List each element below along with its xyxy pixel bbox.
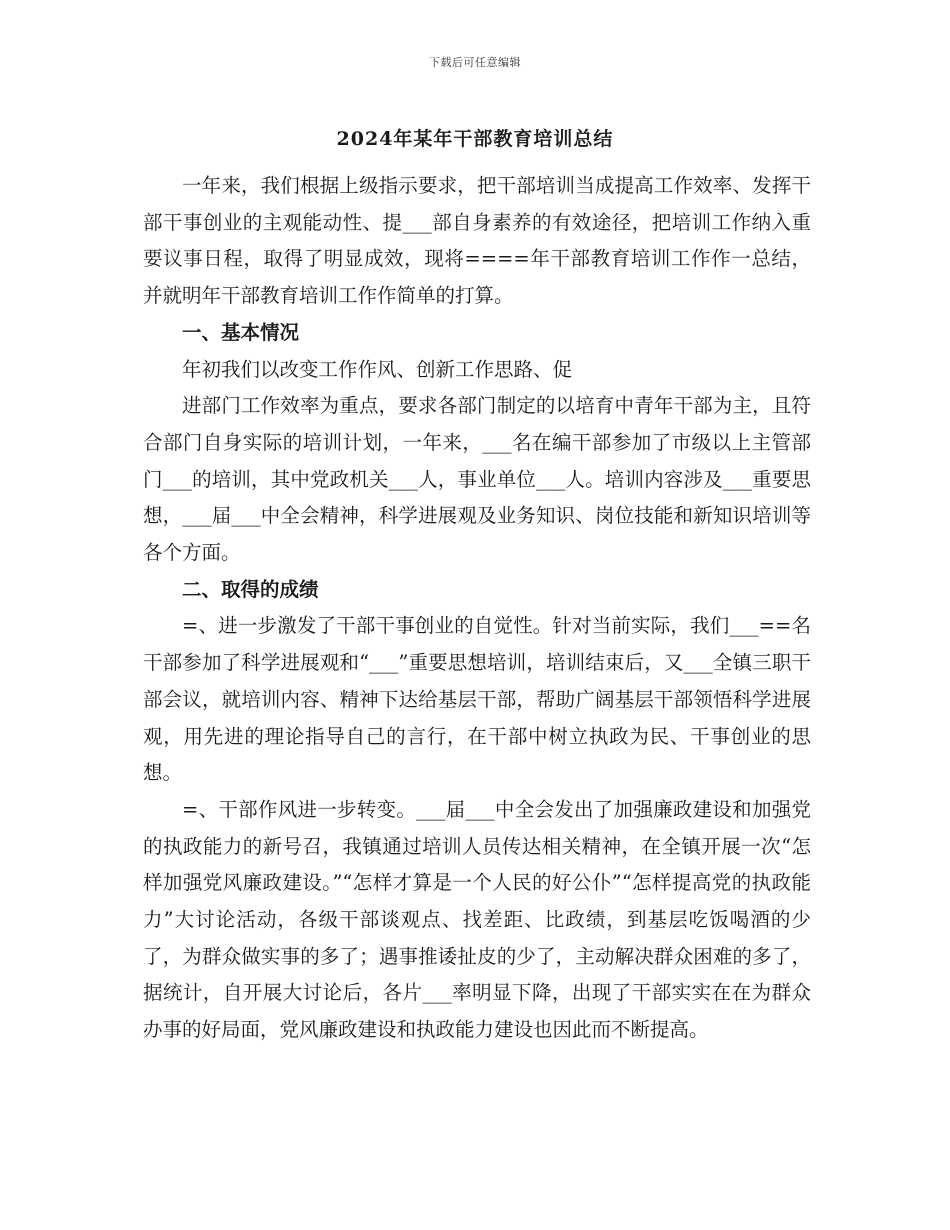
section1-paragraph-2: 进部门工作效率为重点，要求各部门制定的以培育中青年干部为主，且符合部门自身实际的培训计划，一年来，___名在编干部参加了市级以上主管部门___的培训，其中党政机关___人，事业单位___人。培训内容涉及___重要思想，___届___中全会精神，科学进展观及业务知识、岗位技能和新知识培训等各个方面。 <box>143 394 811 565</box>
section2-paragraph-1: =、进一步激发了干部干事创业的自觉性。针对当前实际，我们___==名干部参加了科学进展观和“___”重要思想培训，培训结束后，又___全镇三职干部会议，就培训内容、精神下达给基层干部，帮助广阔基层干部领悟科学进展观，用先进的理论指导自己的言行，在干部中树立执政为民、干事创业的思想。 <box>143 614 811 785</box>
document-body <box>143 168 811 1049</box>
header-note: 下载后可任意编辑 <box>429 56 521 69</box>
document-title: 2024年某年干部教育培训总结 <box>336 128 614 150</box>
section-heading-achievements: 二、取得的成绩 <box>182 577 319 601</box>
section2-paragraph-2: =、干部作风进一步转变。___届___中全会发出了加强廉政建设和加强党的执政能力的新号召，我镇通过培训人员传达相关精神，在全镇开展一次“怎样加强党风廉政建设。”“怎样才算是一个人民的好公仆”“怎样提高党的执政能力”大讨论活动，各级干部谈观点、找差距、比政绩，到基层吃饭喝酒的少了，为群众做实事的多了；遇事推诿扯皮的少了，主动解决群众困难的多了，据统计，自开展大讨论后，各片___率明显下降，出现了干部实实在在为群众办事的好局面，党风廉政建设和执政能力建设也因此而不断提高。 <box>143 797 811 1042</box>
section-heading-basic-situation: 一、基本情况 <box>182 320 300 344</box>
section1-paragraph-1: 年初我们以改变工作作风、创新工作思路、促 <box>182 357 573 381</box>
intro-paragraph: 一年来，我们根据上级指示要求，把干部培训当成提高工作效率、发挥干部干事创业的主观能动性、提___部自身素养的有效途径，把培训工作纳入重要议事日程，取得了明显成效，现将====年干部教育培训工作作一总结，并就明年干部教育培训工作作简单的打算。 <box>143 174 811 308</box>
